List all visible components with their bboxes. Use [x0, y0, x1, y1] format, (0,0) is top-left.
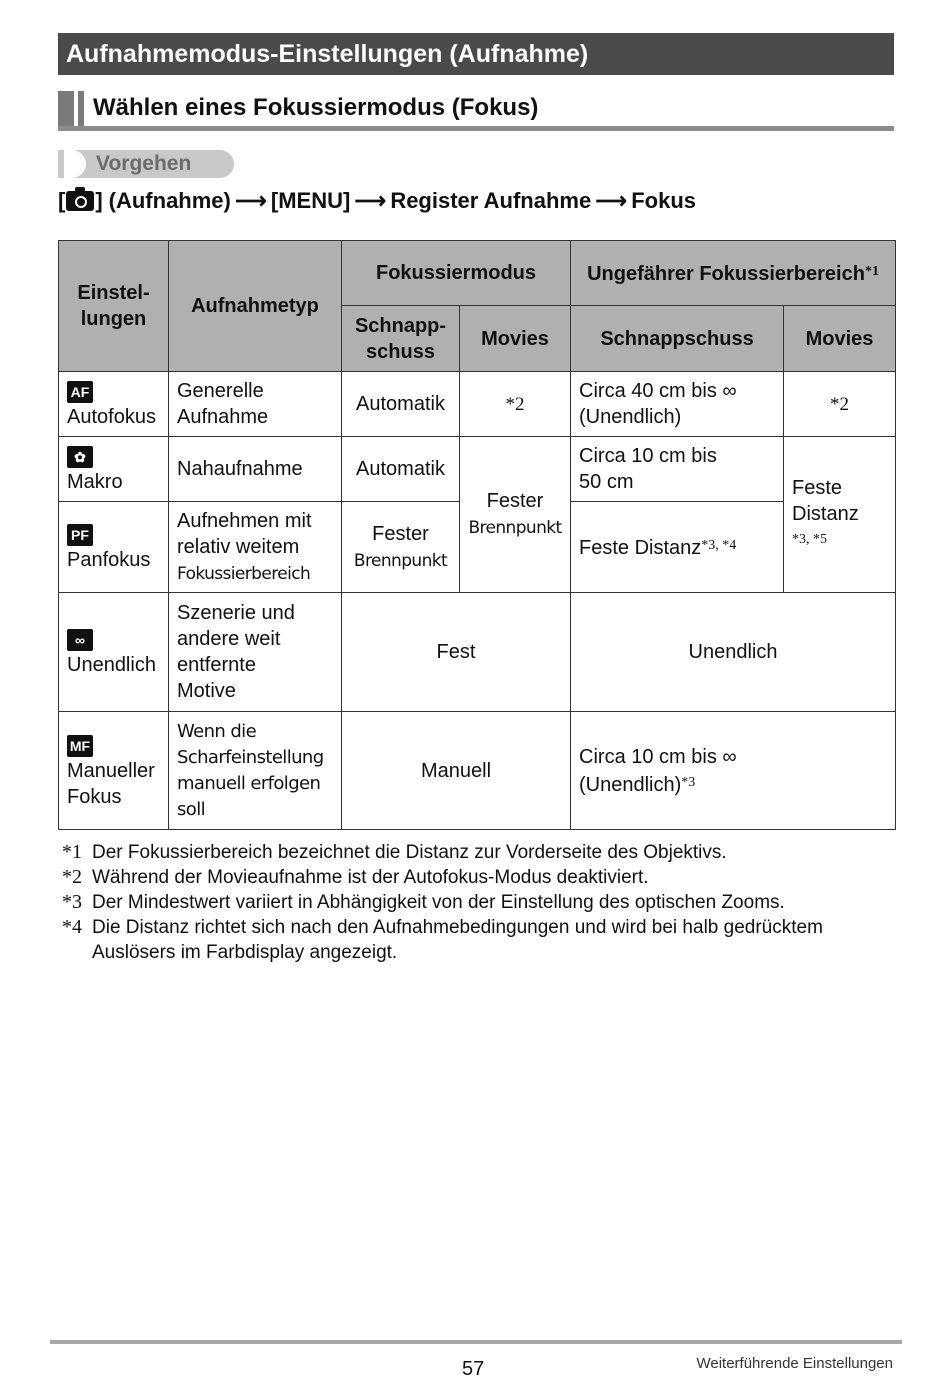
type-cell: Wenn die Scharfeinstellung manuell erfolgen soll: [169, 712, 342, 830]
range-snapshot-cell: Feste Distanz$^{*3, *4}$: [571, 502, 784, 593]
table-row: [59, 593, 896, 712]
camera-icon: [66, 191, 94, 211]
type-cell: Aufnehmen mit relativ weitem Fokussierbereich: [169, 502, 342, 593]
mode-snapshot-cell: Automatik: [342, 437, 460, 502]
footnote: *4 Die Distanz richtet sich nach den Aufnahmebedingungen und wird bei halb gedrücktem Auslösers im Farbdisplay angezeigt.: [62, 916, 823, 963]
footer-divider: [50, 1340, 902, 1344]
heading-marker: [58, 91, 74, 126]
page-number: 57: [462, 1358, 485, 1380]
footnote: *1 Der Fokussierbereich bezeichnet die Distanz zur Vorderseite des Objektivs.: [62, 841, 727, 863]
footnote: *2 Während der Movieaufnahme ist der Autofokus-Modus deaktiviert.: [62, 866, 649, 888]
heading-marker: [78, 91, 84, 126]
range-movie-cell: Feste Distanz $^{*3, *5}$: [784, 437, 896, 593]
footnotes: [62, 840, 892, 965]
setting-cell: ∞ Unendlich: [59, 593, 169, 712]
macro-icon: ✿: [67, 446, 93, 468]
mode-snapshot-cell: Automatik: [342, 372, 460, 437]
path-step-menu: [MENU]: [270, 188, 351, 213]
range-cell: Unendlich: [571, 593, 896, 712]
arrow-icon: ⟶: [595, 188, 627, 213]
manual-focus-icon: MF: [67, 735, 93, 757]
infinity-icon: ∞: [67, 629, 93, 651]
mode-movie-cell: *2: [460, 372, 571, 437]
focus-mode-table: [58, 240, 896, 830]
arrow-icon: ⟶: [354, 188, 387, 213]
autofocus-icon: AF: [67, 381, 93, 403]
menu-path: [58, 186, 696, 216]
setting-cell: AF Autofokus: [59, 372, 169, 437]
footnote: *3 Der Mindestwert variiert in Abhängigkeit von der Einstellung des optischen Zooms.: [62, 891, 785, 913]
setting-cell: PF Panfokus: [59, 502, 169, 593]
type-cell: Nahaufnahme: [169, 437, 342, 502]
header-settings: Einstel- lungen: [59, 241, 169, 372]
header-snapshot-range: Schnappschuss: [571, 306, 784, 372]
mode-snapshot-cell: Fester Brennpunkt: [342, 502, 460, 593]
footer-section: Weiterführende Einstellungen: [696, 1355, 893, 1372]
table-row: [59, 712, 896, 830]
header-movies-range: Movies: [784, 306, 896, 372]
bracket-open: [: [58, 188, 66, 213]
path-step-recording: (Aufnahme): [108, 188, 231, 213]
header-type: Aufnahmetyp: [169, 241, 342, 372]
subsection-title: Wählen eines Fokussiermodus (Fokus): [93, 94, 539, 121]
mode-cell: Manuell: [342, 712, 571, 830]
path-step-register: Register Aufnahme: [390, 188, 592, 213]
range-snapshot-cell: Circa 10 cm bis 50 cm: [571, 437, 784, 502]
type-cell: Szenerie und andere weit entfernte Motive: [169, 593, 342, 712]
mode-movie-cell: Fester Brennpunkt: [460, 437, 571, 593]
header-snapshot: Schnapp- schuss: [342, 306, 460, 372]
mode-cell: Fest: [342, 593, 571, 712]
procedure-badge: [58, 150, 234, 178]
range-movie-cell: *2: [784, 372, 896, 437]
setting-cell: ✿ Makro: [59, 437, 169, 502]
procedure-label: Vorgehen: [96, 152, 192, 175]
table-row: [59, 437, 896, 502]
type-cell: Generelle Aufnahme: [169, 372, 342, 437]
panfocus-icon: PF: [67, 524, 93, 546]
bracket-close: ]: [95, 188, 103, 213]
path-step-focus: Fokus: [631, 188, 696, 213]
header-movies: Movies: [460, 306, 571, 372]
header-focus-mode: Fokussiermodus: [342, 241, 571, 306]
range-cell: Circa 10 cm bis ∞ (Unendlich)$^{*3}$: [571, 712, 896, 830]
section-title: Aufnahmemodus-Einstellungen (Aufnahme): [58, 33, 894, 75]
subsection-heading: [58, 91, 894, 131]
arrow-icon: ⟶: [235, 188, 267, 213]
table-row: [59, 372, 896, 437]
range-snapshot-cell: Circa 40 cm bis ∞ (Unendlich): [571, 372, 784, 437]
header-focus-range: Ungefährer Fokussierbereich$^{*1}$: [571, 241, 896, 306]
setting-cell: MF Manueller Fokus: [59, 712, 169, 830]
